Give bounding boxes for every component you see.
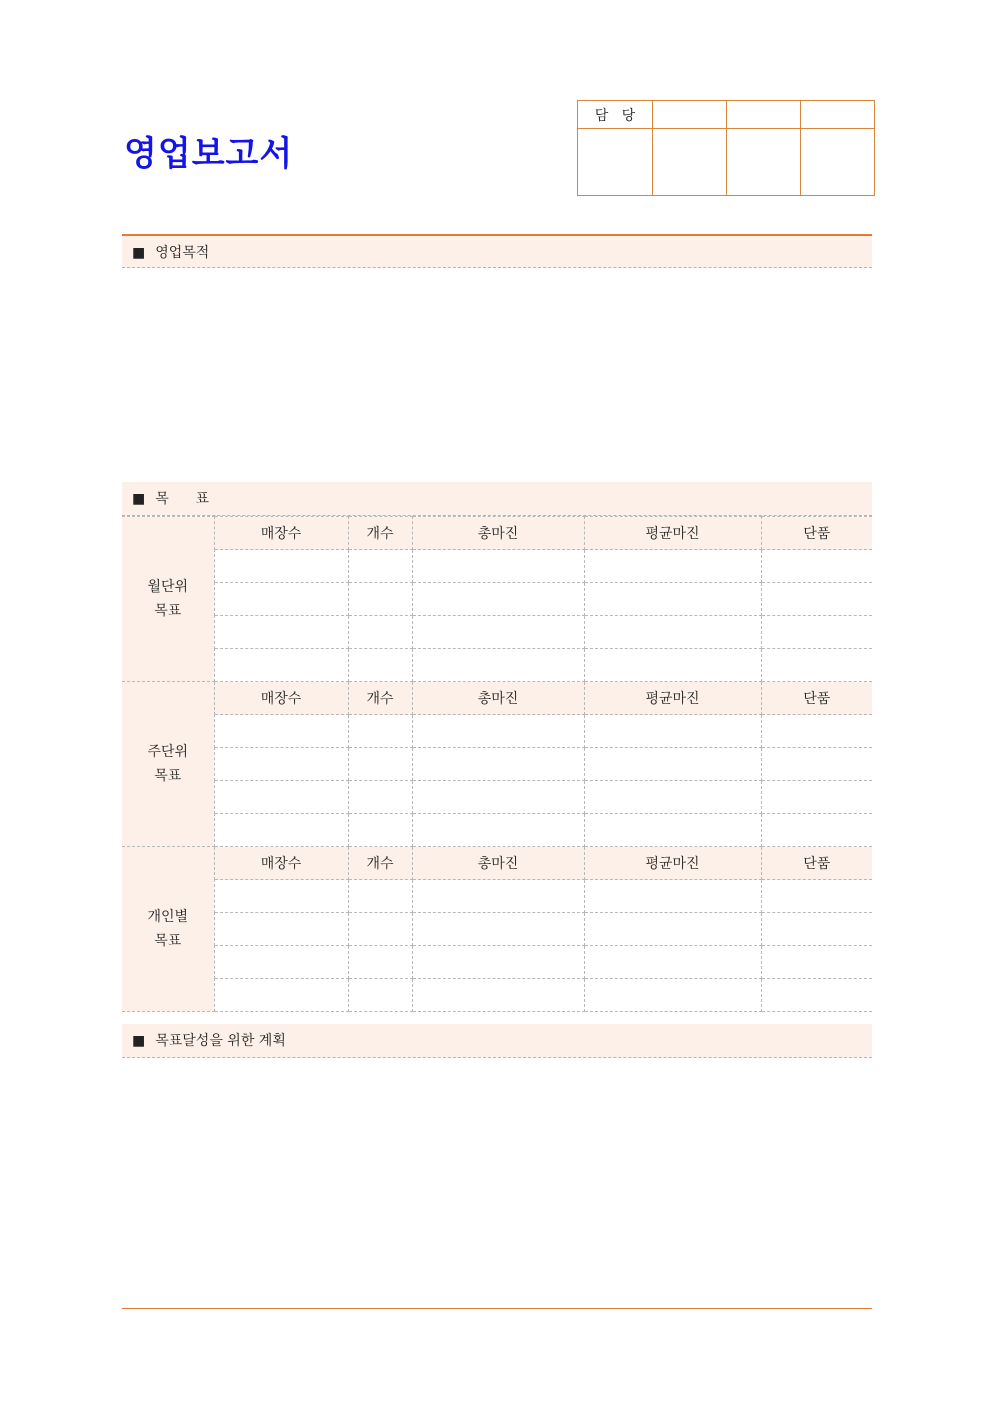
goals-input-cell[interactable] <box>412 550 584 583</box>
goals-input-cell[interactable] <box>761 649 872 682</box>
approval-sign-cell[interactable] <box>801 129 875 196</box>
section-goal-label: 목 표 <box>155 491 209 507</box>
goals-column-header: 매장수 <box>214 847 348 880</box>
goals-input-cell[interactable] <box>584 880 761 913</box>
document-title: 영업보고서 <box>124 134 294 174</box>
goals-header-row <box>122 517 872 550</box>
goals-column-header: 단품 <box>761 847 872 880</box>
goals-input-cell[interactable] <box>584 781 761 814</box>
goals-input-cell[interactable] <box>761 715 872 748</box>
goals-input-row <box>122 946 872 979</box>
goals-input-cell[interactable] <box>412 616 584 649</box>
goals-input-cell[interactable] <box>412 649 584 682</box>
goals-header-row <box>122 682 872 715</box>
goal-group-label <box>122 517 214 682</box>
goals-column-header: 평균마진 <box>584 517 761 550</box>
goals-input-cell[interactable] <box>412 715 584 748</box>
goals-input-cell[interactable] <box>214 715 348 748</box>
goals-column-header: 단품 <box>761 682 872 715</box>
goal-group-label-line2: 목표 <box>154 603 182 619</box>
square-bullet-icon: ■ <box>132 491 146 507</box>
goals-column-header: 매장수 <box>214 682 348 715</box>
section-purpose-header <box>122 234 872 268</box>
goals-input-cell[interactable] <box>761 550 872 583</box>
goals-column-header: 평균마진 <box>584 682 761 715</box>
goals-input-cell[interactable] <box>214 748 348 781</box>
purpose-content-area[interactable] <box>122 270 872 480</box>
goals-header-row <box>122 847 872 880</box>
goal-group-label-line1: 개인별 <box>147 909 189 925</box>
goals-input-cell[interactable] <box>584 550 761 583</box>
goals-input-cell[interactable] <box>348 748 412 781</box>
goals-input-cell[interactable] <box>761 616 872 649</box>
goals-column-header: 매장수 <box>214 517 348 550</box>
approval-header-cell[interactable] <box>653 101 727 129</box>
goal-group-label <box>122 682 214 847</box>
square-bullet-icon: ■ <box>132 245 146 261</box>
goals-input-cell[interactable] <box>214 913 348 946</box>
goals-input-cell[interactable] <box>761 913 872 946</box>
goals-input-cell[interactable] <box>584 814 761 847</box>
section-goal-header <box>122 482 872 516</box>
goals-input-row <box>122 550 872 583</box>
approval-sign-cell[interactable] <box>653 129 727 196</box>
goals-input-cell[interactable] <box>348 715 412 748</box>
goals-input-cell[interactable] <box>214 649 348 682</box>
goals-input-cell[interactable] <box>348 814 412 847</box>
goals-input-cell[interactable] <box>348 913 412 946</box>
goals-input-cell[interactable] <box>412 946 584 979</box>
goals-input-row <box>122 649 872 682</box>
goals-input-cell[interactable] <box>348 946 412 979</box>
goals-input-cell[interactable] <box>412 748 584 781</box>
plan-content-area[interactable] <box>122 1060 872 1300</box>
goals-input-cell[interactable] <box>761 880 872 913</box>
goals-input-cell[interactable] <box>761 814 872 847</box>
goals-input-row <box>122 781 872 814</box>
goals-input-cell[interactable] <box>348 550 412 583</box>
goals-input-cell[interactable] <box>348 616 412 649</box>
goals-input-cell[interactable] <box>584 616 761 649</box>
goal-group-label-line2: 목표 <box>154 933 182 949</box>
goals-input-cell[interactable] <box>348 583 412 616</box>
approval-sign-cell[interactable] <box>578 129 653 196</box>
goals-input-cell[interactable] <box>412 913 584 946</box>
goals-column-header: 평균마진 <box>584 847 761 880</box>
goals-input-cell[interactable] <box>348 880 412 913</box>
goal-group-label-line2: 목표 <box>154 768 182 784</box>
goal-group-label <box>122 847 214 1012</box>
goals-input-cell[interactable] <box>348 649 412 682</box>
goals-input-cell[interactable] <box>214 814 348 847</box>
goals-input-row <box>122 583 872 616</box>
section-purpose-label: 영업목적 <box>155 245 210 261</box>
goals-input-cell[interactable] <box>214 550 348 583</box>
square-bullet-icon: ■ <box>132 1033 146 1049</box>
goals-input-cell[interactable] <box>761 946 872 979</box>
goals-input-row <box>122 715 872 748</box>
goals-input-cell[interactable] <box>214 781 348 814</box>
goals-input-cell[interactable] <box>584 748 761 781</box>
goals-input-cell[interactable] <box>761 583 872 616</box>
goals-input-row <box>122 616 872 649</box>
approval-header-cell: 담 당 <box>578 101 653 129</box>
goal-group-label-line1: 주단위 <box>147 744 189 760</box>
goals-input-cell[interactable] <box>584 649 761 682</box>
goals-input-cell[interactable] <box>412 814 584 847</box>
goals-column-header: 총마진 <box>412 682 584 715</box>
approval-header-cell[interactable] <box>727 101 801 129</box>
goals-input-cell[interactable] <box>412 880 584 913</box>
goals-column-header: 총마진 <box>412 517 584 550</box>
goals-input-cell[interactable] <box>584 715 761 748</box>
goals-input-cell[interactable] <box>761 781 872 814</box>
goals-input-row <box>122 814 872 847</box>
goals-input-cell[interactable] <box>348 781 412 814</box>
section-plan-label: 목표달성을 위한 계획 <box>155 1033 286 1049</box>
goals-input-cell[interactable] <box>761 748 872 781</box>
goals-input-cell[interactable] <box>412 781 584 814</box>
goals-input-cell[interactable] <box>761 979 872 1012</box>
goals-column-header: 개수 <box>348 682 412 715</box>
goals-input-cell[interactable] <box>584 979 761 1012</box>
goals-input-cell[interactable] <box>214 880 348 913</box>
goals-input-row <box>122 913 872 946</box>
goals-input-row <box>122 748 872 781</box>
goals-input-cell[interactable] <box>214 946 348 979</box>
goals-input-cell[interactable] <box>584 583 761 616</box>
goals-column-header: 개수 <box>348 847 412 880</box>
goals-column-header: 개수 <box>348 517 412 550</box>
approval-sign-cell[interactable] <box>727 129 801 196</box>
goal-group-label-line1: 월단위 <box>147 579 189 595</box>
goals-column-header: 총마진 <box>412 847 584 880</box>
goals-input-cell[interactable] <box>412 583 584 616</box>
footer-divider <box>122 1308 872 1309</box>
goals-table <box>122 516 872 1012</box>
goals-input-row <box>122 880 872 913</box>
goals-input-cell[interactable] <box>584 946 761 979</box>
goals-column-header: 단품 <box>761 517 872 550</box>
goals-input-cell[interactable] <box>348 979 412 1012</box>
goals-input-cell[interactable] <box>412 979 584 1012</box>
goals-input-row <box>122 979 872 1012</box>
approval-header-cell[interactable] <box>801 101 875 129</box>
goals-input-cell[interactable] <box>214 616 348 649</box>
goals-input-cell[interactable] <box>214 583 348 616</box>
goals-input-cell[interactable] <box>214 979 348 1012</box>
section-plan-header <box>122 1024 872 1058</box>
goals-input-cell[interactable] <box>584 913 761 946</box>
approval-box <box>577 100 875 196</box>
